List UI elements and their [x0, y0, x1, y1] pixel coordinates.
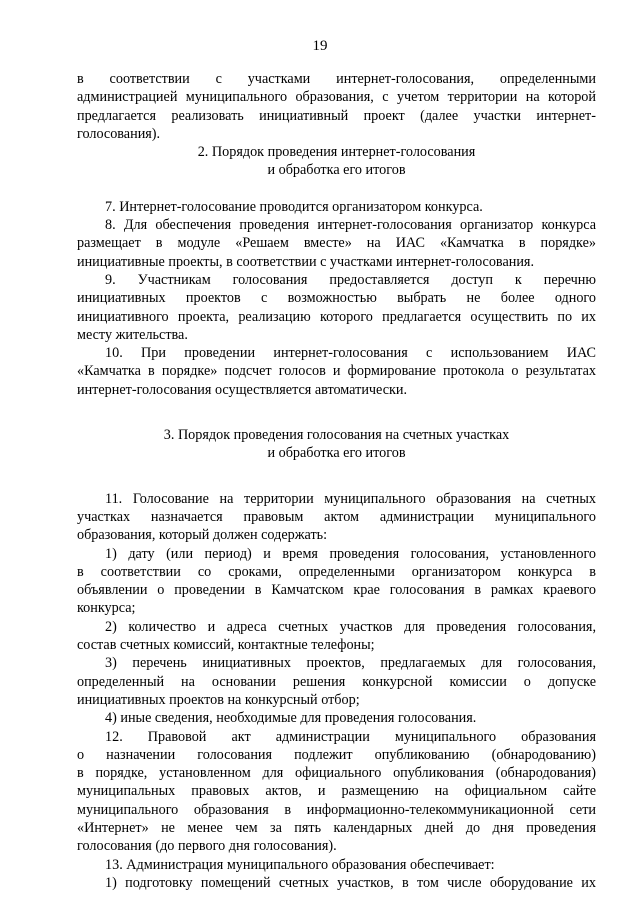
paragraph-11-item-2: [77, 618, 596, 655]
text-line: участках назначается правовым актом администрации муниципального: [77, 508, 596, 525]
document-body: [77, 70, 596, 892]
text-line: голосования (до первого дня голосования).: [77, 838, 337, 855]
text-line: 10. При проведении интернет-голосования с использованием ИАС: [105, 345, 596, 362]
text-line: «Камчатка в порядке» подсчет голосов и формирование протокола о результатах: [77, 363, 596, 380]
text-line: инициативные проекты, в соответствии с участками интернет-голосования.: [77, 253, 534, 270]
text-line: в порядке, установленном для официального опубликования (обнародования): [77, 765, 596, 782]
text-line: о назначении голосования подлежит опубликованию (обнародованию): [77, 746, 596, 763]
text-line: инициативных проектов с возможностью выбрать не более одного: [77, 290, 596, 307]
paragraph-11-item-4: [77, 709, 596, 727]
text-line: «Интернет» не менее чем за пять календарных дней до дня проведения: [77, 819, 596, 836]
text-line: 2) количество и адреса счетных участков для проведения голосования,: [105, 618, 596, 635]
text-line: 7. Интернет-голосование проводится организатором конкурса.: [105, 198, 483, 215]
paragraph-7: [77, 198, 596, 216]
text-line: 4) иные сведения, необходимые для проведения голосования.: [105, 710, 477, 727]
paragraph-13-item-1: [77, 874, 596, 892]
text-line: муниципального образования в информационно-телекоммуникационной сети: [77, 801, 596, 818]
paragraph-10: [77, 344, 596, 399]
text-line: инициативных проектов на конкурсный отбор;: [77, 691, 360, 708]
intro-paragraph: [77, 70, 596, 143]
page-number: 19: [312, 38, 328, 54]
paragraph-13: [77, 856, 596, 874]
text-line: размещает в модуле «Решаем вместе» на ИАС «Камчатка в порядке»: [77, 235, 596, 252]
section-2-heading: [77, 143, 596, 180]
paragraph-8: [77, 216, 596, 271]
text-line: объявлении о проведении в Камчатском крае голосования в рамках краевого: [77, 582, 596, 599]
text-line: администрацией муниципального образования, с учетом территории на которой: [77, 89, 596, 106]
text-line: в соответствии со сроками, определенными организатором конкурса в: [77, 563, 596, 580]
text-line: интернет-голосования осуществляется автоматически.: [77, 381, 408, 398]
text-line: предлагается реализовать инициативный проект (далее участки интернет-: [77, 107, 596, 124]
text-line: в соответствии с участками интернет-голосования, определенными: [77, 71, 596, 87]
text-line: состав счетных комиссий, контактные телефоны;: [77, 637, 375, 654]
text-line: 12. Правовой акт администрации муниципального образования: [105, 728, 596, 745]
text-line: инициативного проекта, реализацию которого предлагается осуществить по их: [77, 308, 596, 325]
text-line: конкурса;: [77, 600, 136, 617]
text-line: 1) подготовку помещений счетных участков, в том числе оборудование их: [105, 874, 596, 891]
paragraph-11-item-3: [77, 654, 596, 709]
heading-line: и обработка его итогов: [267, 445, 406, 462]
text-line: голосования).: [77, 125, 161, 142]
text-line: 1) дату (или период) и время проведения голосования, установленного: [105, 545, 596, 562]
heading-line: 3. Порядок проведения голосования на счетных участках: [163, 427, 510, 444]
paragraph-11: [77, 490, 596, 545]
heading-line: 2. Порядок проведения интернет-голосования: [197, 144, 476, 161]
text-line: 9. Участникам голосования предоставляется доступ к перечню: [105, 271, 596, 288]
text-line: образования, который должен содержать:: [77, 527, 328, 544]
paragraph-9: [77, 271, 596, 344]
text-line: 11. Голосование на территории муниципального образования на счетных: [105, 490, 596, 507]
text-line: муниципальных правовых актов, и размещению на официальном сайте: [77, 783, 596, 800]
text-line: 8. Для обеспечения проведения интернет-голосования организатор конкурса: [105, 217, 596, 234]
paragraph-12: [77, 728, 596, 856]
heading-line: и обработка его итогов: [267, 162, 406, 179]
paragraph-11-item-1: [77, 545, 596, 618]
text-line: определенный на основании решения конкурсной комиссии о допуске: [77, 673, 596, 690]
section-3-heading: [77, 426, 596, 463]
text-line: месту жительства.: [77, 326, 188, 343]
text-line: 13. Администрация муниципального образования обеспечивает:: [105, 856, 495, 873]
text-line: 3) перечень инициативных проектов, предлагаемых для голосования,: [105, 655, 596, 672]
